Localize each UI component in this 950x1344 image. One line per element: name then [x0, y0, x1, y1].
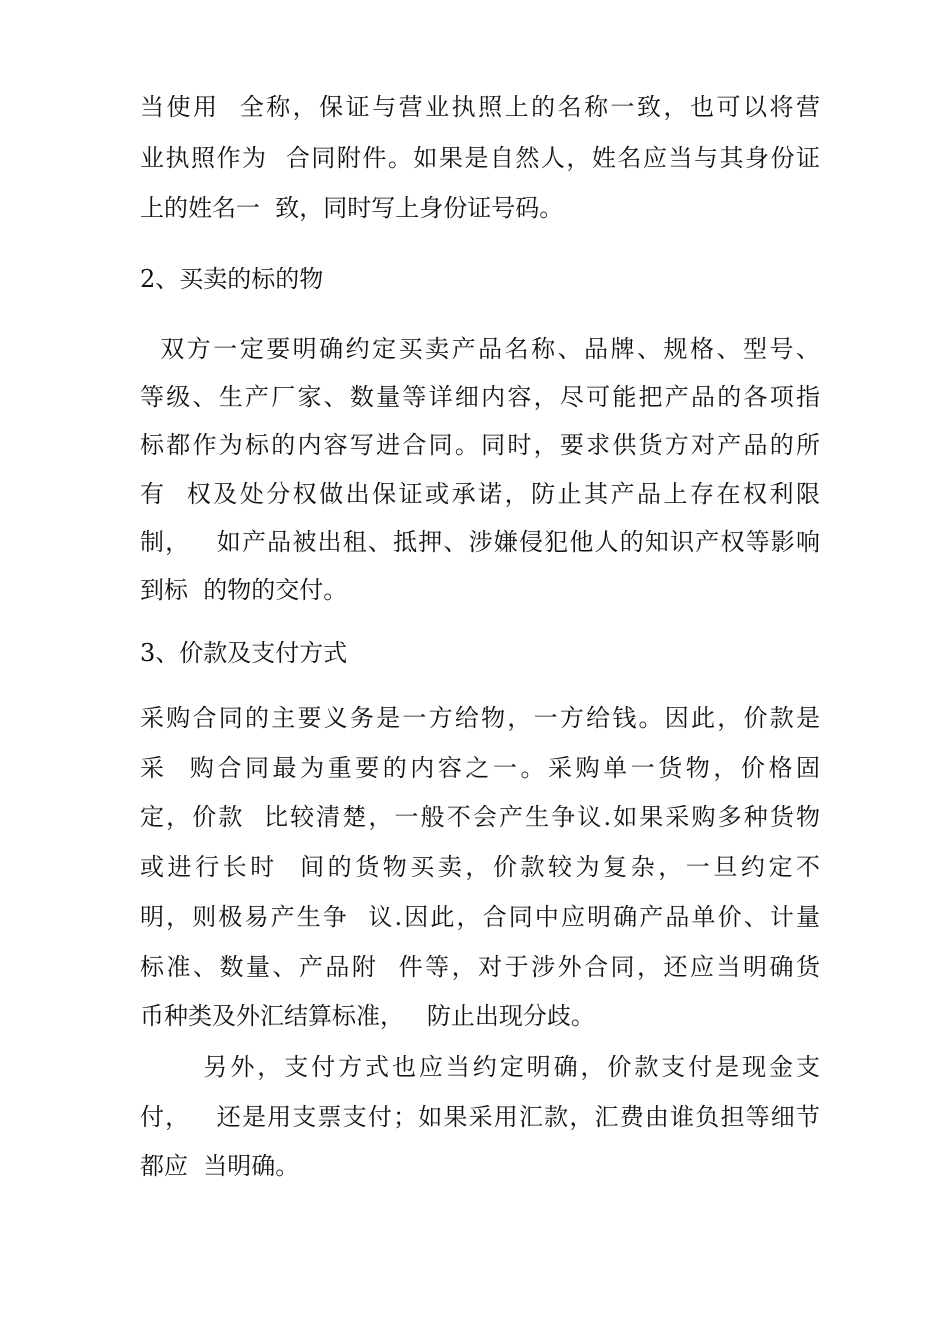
para2-line-6: 到标 的物的交付。: [140, 576, 348, 604]
para3-line-3: 定，价款 比较清楚，一般不会产生争议.如果采购多种货物: [140, 803, 820, 831]
para2-line-3: 标都作为标的内容写进合同。同时，要求供货方对产品的所: [140, 431, 820, 459]
para2-line-5: 制， 如产品被出租、抵押、涉嫌侵犯他人的知识产权等影响: [140, 528, 820, 556]
para3-line-1: 采购合同的主要义务是一方给物，一方给钱。因此，价款是: [140, 704, 820, 732]
para2-line-1: 双方一定要明确约定买卖产品名称、品牌、规格、型号、: [140, 335, 820, 363]
section-heading-2: 2、买卖的标的物: [140, 265, 324, 293]
para2-line-4: 有 权及处分权做出保证或承诺，防止其产品上存在权利限: [140, 480, 820, 508]
para3-line-6: 标准、数量、产品附 件等，对于涉外合同，还应当明确货: [140, 953, 820, 981]
para3-line-4: 或进行长时 间的货物买卖，价款较为复杂，一旦约定不: [140, 853, 820, 881]
para3-line-7: 币种类及外汇结算标准， 防止出现分歧。: [140, 1002, 595, 1030]
para4-line-3: 都应 当明确。: [140, 1152, 300, 1180]
para3-line-5: 明，则极易产生争 议.因此，合同中应明确产品单价、计量: [140, 903, 820, 931]
para1-line-2: 业执照作为 合同附件。如果是自然人，姓名应当与其身份证: [140, 144, 820, 172]
para1-line-1: 当使用 全称，保证与营业执照上的名称一致，也可以将营: [140, 93, 820, 121]
para4-line-2: 付， 还是用支票支付；如果采用汇款，汇费由谁负担等细节: [140, 1103, 820, 1131]
para4-line-1: 另外，支付方式也应当约定明确，价款支付是现金支: [140, 1053, 820, 1081]
section-heading-3: 3、价款及支付方式: [140, 639, 348, 667]
para1-line-3: 上的姓名一 致，同时写上身份证号码。: [140, 194, 564, 222]
para2-line-2: 等级、生产厂家、数量等详细内容，尽可能把产品的各项指: [140, 383, 820, 411]
para3-line-2: 采 购合同最为重要的内容之一。采购单一货物，价格固: [140, 754, 820, 782]
